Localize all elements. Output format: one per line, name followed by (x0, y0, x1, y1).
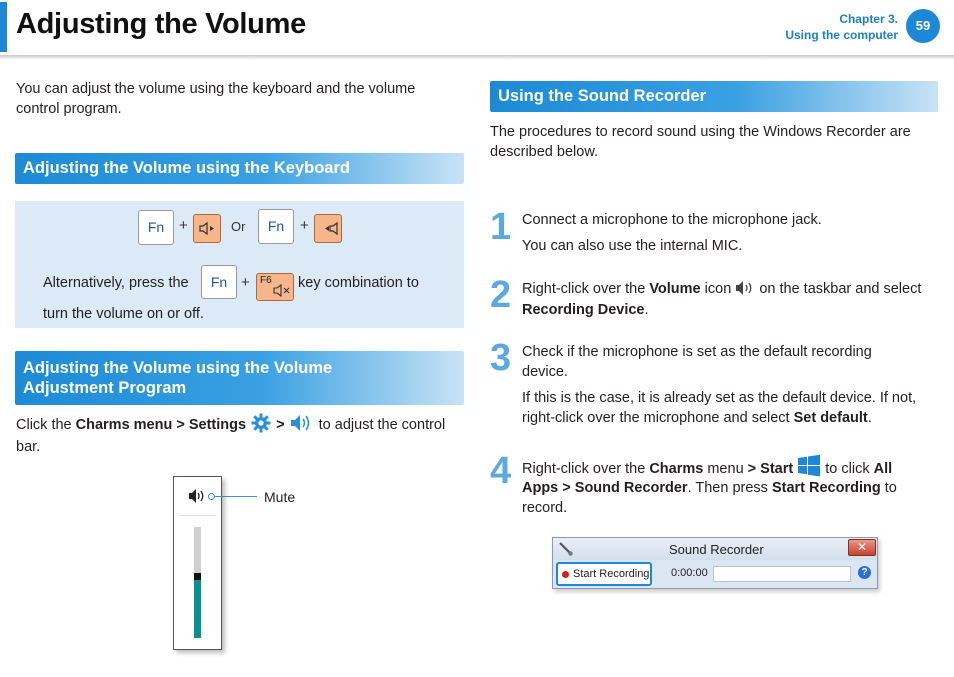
left-intro: You can adjust the volume using the keyboard and the volume control program. (16, 81, 416, 117)
step4-end: to (880, 480, 897, 496)
settings-gear-icon (250, 412, 272, 434)
section-volume-program-title (15, 351, 464, 405)
microphone-icon (558, 541, 574, 557)
step2-line1 (522, 279, 921, 299)
charms-gt: > (276, 417, 285, 433)
mute-icon (273, 283, 291, 299)
header-accent-bar (0, 2, 7, 52)
volume-slider-track[interactable] (194, 527, 201, 638)
step-number: 2 (490, 274, 512, 316)
page-number-badge: 59 (906, 9, 940, 43)
f6-label: F6 (260, 275, 272, 286)
section2-title-line1: Adjusting the Volume using the Volume (23, 359, 333, 377)
chapter-name: Using the computer (785, 28, 898, 42)
header-divider (0, 55, 954, 59)
help-icon[interactable]: ? (858, 566, 871, 579)
volume-down-icon (194, 215, 220, 242)
volume-up-key (314, 214, 342, 243)
chapter-label (785, 11, 898, 43)
charms-pre: Click the (16, 417, 76, 433)
step2-mid: icon (700, 281, 732, 297)
recording-time: 0:00:00 (671, 567, 708, 579)
plus-sign: + (241, 274, 250, 291)
step4-bold-start: > Start (747, 461, 794, 477)
section-keyboard-title: Adjusting the Volume using the Keyboard (15, 153, 464, 184)
step2-bold-recording-device: Recording Device (522, 302, 645, 318)
step3-line2a: If this is the case, it is already set as the default device. If not, (522, 390, 917, 406)
f6-mute-key (256, 273, 294, 301)
step1-line1: Connect a microphone to the microphone jack. (522, 212, 822, 228)
close-icon: ✕ (856, 540, 868, 554)
step1-line2: You can also use the internal MIC. (522, 238, 743, 254)
step3-pre: right-click over the microphone and select (522, 410, 794, 426)
step4-line3: record. (522, 500, 568, 516)
step4-mid2: . Then press (687, 480, 772, 496)
step2-pre: Right-click over the (522, 281, 650, 297)
charms-post: to adjust the control (318, 417, 446, 433)
close-button[interactable] (848, 539, 876, 556)
step4-post: to click (825, 461, 874, 477)
volume-slider-fill (194, 577, 201, 638)
plus-sign: + (300, 217, 309, 234)
alt-text-before: Alternatively, press the (43, 275, 189, 291)
step3-end: . (867, 410, 872, 426)
step2-post: on the taskbar and select (759, 281, 922, 297)
charms-line2: bar. (16, 439, 41, 455)
recorder-title: Sound Recorder (669, 542, 764, 557)
step3-bold-set-default: Set default (793, 410, 868, 426)
start-recording-button[interactable] (556, 562, 652, 586)
step4-bold-all: All (873, 461, 893, 477)
or-label: Or (231, 219, 246, 234)
volume-up-icon (315, 215, 341, 242)
section-sound-recorder-title: Using the Sound Recorder (490, 81, 938, 112)
step4-line1 (522, 454, 892, 479)
charms-instruction (16, 412, 468, 435)
taskbar-volume-icon (735, 279, 755, 297)
mute-callout-dot (208, 493, 215, 500)
charms-bold: Charms menu > Settings (75, 417, 247, 433)
volume-down-key (193, 214, 221, 243)
step3-line1b: device. (522, 364, 568, 380)
volume-control-panel (173, 476, 222, 650)
section2-title-line2: Adjustment Program (23, 379, 187, 397)
step-number: 1 (490, 206, 512, 248)
step4-bold-apps: Apps > Sound Recorder (522, 480, 688, 496)
step2-line2 (522, 300, 649, 320)
step2-bold-volume: Volume (649, 281, 701, 297)
mute-label: Mute (264, 489, 296, 505)
alt-text-after: key combination to (298, 275, 419, 291)
mute-callout-line (215, 496, 257, 497)
alt-text-line2: turn the volume on or off. (43, 306, 204, 322)
step4-mid: menu (703, 461, 748, 477)
volume-slider-thumb[interactable] (194, 573, 201, 580)
fn-key: Fn (138, 210, 174, 245)
volume-speaker-icon (188, 488, 208, 504)
sound-recorder-window (552, 537, 878, 589)
plus-sign: + (179, 217, 188, 234)
page-title: Adjusting the Volume (16, 8, 306, 40)
step3-line2b (522, 408, 872, 428)
recorder-intro: The procedures to record sound using the Windows Recorder are described below. (490, 124, 911, 160)
fn-key: Fn (258, 209, 294, 244)
chapter-number: Chapter 3. (839, 12, 898, 26)
panel-divider (179, 515, 216, 516)
step4-line2 (522, 478, 897, 498)
step4-bold-start-recording: Start Recording (771, 480, 881, 496)
fn-key: Fn (201, 265, 237, 299)
step4-pre: Right-click over the (522, 461, 650, 477)
windows-start-icon (797, 454, 821, 478)
step4-bold-charms: Charms (649, 461, 704, 477)
step-number: 4 (490, 450, 512, 492)
step2-end: . (644, 302, 649, 318)
keyboard-shortcut-box (15, 201, 464, 328)
recording-level-bar (713, 566, 851, 582)
step3-line1: Check if the microphone is set as the default recording (522, 344, 872, 360)
speaker-icon (289, 412, 315, 434)
start-recording-label: Start Recording (573, 568, 650, 580)
step-number: 3 (490, 337, 512, 379)
record-dot-icon (562, 571, 569, 578)
